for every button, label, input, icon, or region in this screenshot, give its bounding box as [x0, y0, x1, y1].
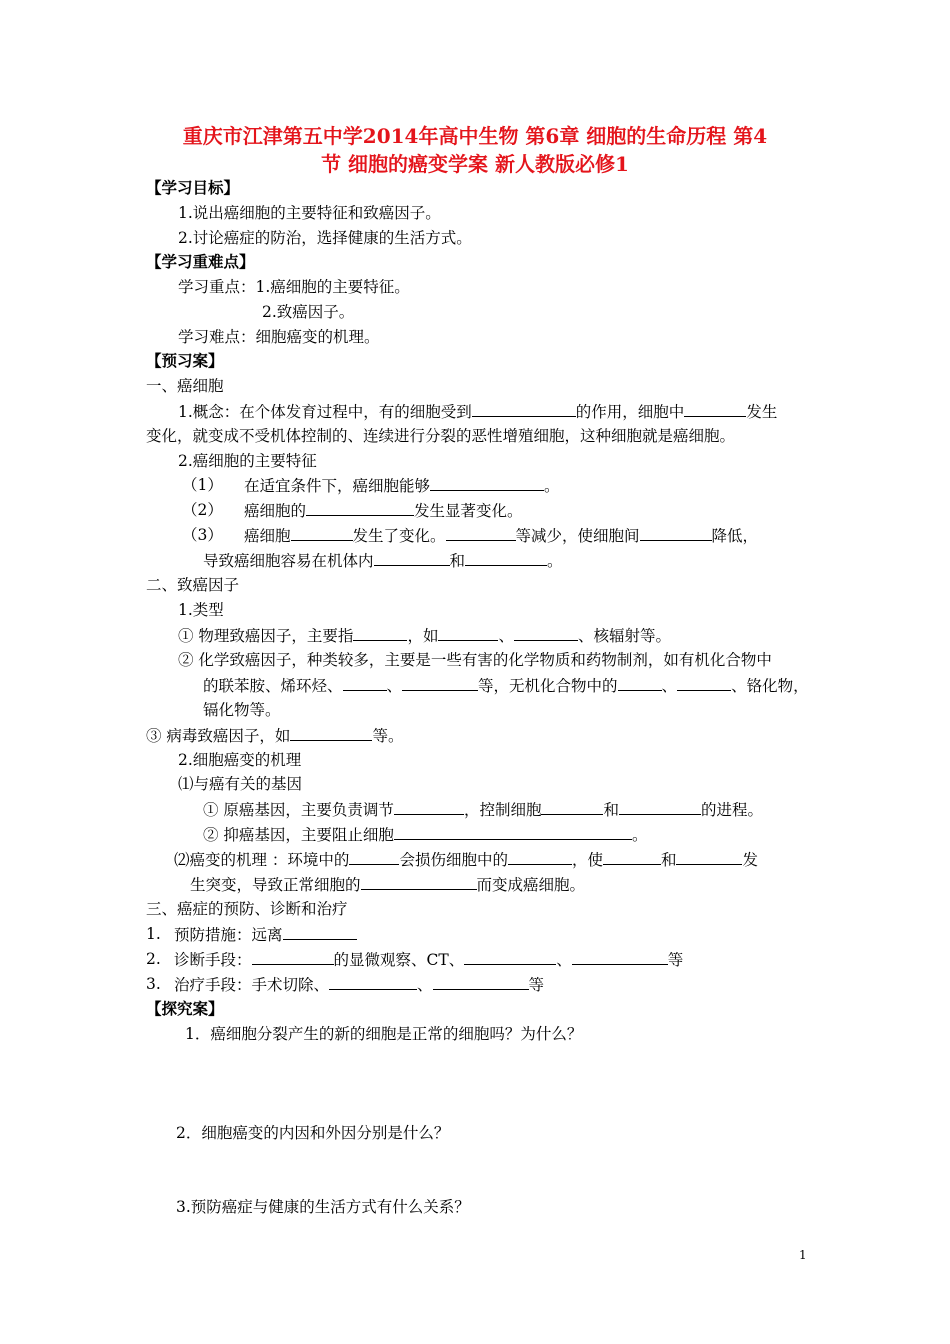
objective-2: 2.讨论癌症的防治，选择健康的生活方式。 [178, 229, 472, 247]
feature-3-line-1: 癌细胞 发生了变化。 等减少，使细胞间 降低， [244, 524, 758, 547]
explore-question-2: 2．细胞癌变的内因和外因分别是什么？ [176, 1124, 450, 1142]
blank[interactable] [374, 549, 450, 566]
types-title: 1.类型 [178, 601, 224, 619]
blank[interactable] [329, 973, 417, 990]
section-3-title: 三、癌症的预防、诊断和治疗 [146, 900, 348, 918]
blank[interactable] [676, 848, 742, 865]
blank[interactable] [290, 724, 372, 741]
genes-title: ⑴与癌有关的基因 [178, 775, 303, 793]
treatment: 治疗手段：手术切除、 、 等 [174, 973, 544, 996]
prevention: 预防措施：远离 [174, 923, 357, 946]
explore-question-3: 3.预防癌症与健康的生活方式有什么关系？ [176, 1198, 470, 1216]
concept-line-2: 变化，就变成不受机体控制的、连续进行分裂的恶性增殖细胞，这种细胞就是癌细胞。 [146, 427, 736, 445]
section-1-title: 一、癌细胞 [146, 377, 224, 395]
type-chemical-line-3: 镉化物等。 [203, 701, 281, 719]
blank[interactable] [619, 798, 701, 815]
type-chemical-line-1: ② 化学致癌因子，种类较多，主要是一些有害的化学物质和药物制剂，如有机化合物中 [178, 651, 772, 669]
blank[interactable] [306, 499, 414, 516]
concept-line-1: 1.概念：在个体发育过程中，有的细胞受到 的作用，细胞中 发生 [178, 400, 777, 423]
mechanism-line-1: ⑵癌变的机理 ：环境中的 会损伤细胞中的 ，使 和 发 [174, 848, 758, 871]
blank[interactable] [343, 674, 387, 691]
explore-question-1: 1．癌细胞分裂产生的新的细胞是正常的细胞吗？为什么？ [185, 1025, 583, 1043]
blank[interactable] [252, 948, 334, 965]
feature-3-num: （3） [182, 526, 223, 544]
doc-title-line1: 重庆市江津第五中学2014年高中生物 第6章 细胞的生命历程 第4 [182, 124, 768, 148]
blank[interactable] [572, 948, 668, 965]
blank[interactable] [472, 400, 576, 417]
type-virus: ③ 病毒致癌因子，如 等。 [146, 724, 403, 747]
diagnosis: 诊断手段： 的显微观察、CT、 、 等 [174, 948, 683, 971]
blank[interactable] [291, 524, 353, 541]
proto-oncogene: ① 原癌基因，主要负责调节 ，控制细胞 和 的进程。 [203, 798, 763, 821]
blank[interactable] [541, 798, 603, 815]
blank[interactable] [684, 400, 746, 417]
prevention-num: 1. [146, 925, 161, 943]
feature-1-num: （1） [182, 476, 223, 494]
preview-heading: 【预习案】 [146, 351, 224, 370]
blank[interactable] [508, 848, 572, 865]
blank[interactable] [430, 474, 544, 491]
mechanism-line-2: 生突变，导致正常细胞的 而变成癌细胞。 [190, 873, 585, 896]
feature-2-num: （2） [182, 501, 223, 519]
tumor-suppressor: ② 抑癌基因，主要阻止细胞 。 [203, 823, 647, 846]
blank[interactable] [349, 848, 399, 865]
objectives-heading: 【学习目标】 [146, 178, 240, 197]
blank[interactable] [465, 549, 547, 566]
feature-2: 癌细胞的 发生显著变化。 [244, 499, 523, 522]
blank[interactable] [394, 823, 632, 840]
type-chemical-line-2: 的联苯胺、烯环烃、 、 等，无机化合物中的 、 、铬化物， [203, 674, 809, 697]
blank[interactable] [394, 798, 464, 815]
mechanism-title: 2.细胞癌变的机理 [178, 751, 302, 769]
blank[interactable] [677, 674, 731, 691]
features-title: 2.癌细胞的主要特征 [178, 452, 317, 470]
keypoint-focus-1: 学习重点：1.癌细胞的主要特征。 [178, 278, 410, 296]
feature-1: 在适宜条件下，癌细胞能够 。 [244, 474, 560, 497]
keypoints-heading: 【学习重难点】 [146, 252, 255, 271]
doc-title-line2: 节 细胞的癌变学案 新人教版必修1 [321, 152, 629, 176]
blank[interactable] [402, 674, 478, 691]
blank[interactable] [446, 524, 516, 541]
type-physical: ① 物理致癌因子，主要指 ，如 、 、核辐射等。 [178, 624, 671, 647]
diagnosis-num: 2. [146, 950, 161, 968]
keypoint-focus-2: 2.致癌因子。 [262, 303, 355, 321]
section-2-title: 二、致癌因子 [146, 576, 240, 594]
explore-heading: 【探究案】 [146, 999, 224, 1018]
treatment-num: 3. [146, 975, 161, 993]
blank[interactable] [353, 624, 407, 641]
blank[interactable] [433, 973, 529, 990]
keypoint-difficulty: 学习难点：细胞癌变的机理。 [178, 328, 380, 346]
blank[interactable] [464, 948, 556, 965]
blank[interactable] [361, 873, 477, 890]
feature-3-line-2: 导致癌细胞容易在机体内 和 。 [203, 549, 563, 572]
blank[interactable] [640, 524, 712, 541]
blank[interactable] [514, 624, 578, 641]
blank[interactable] [438, 624, 498, 641]
page-number: 1 [799, 1248, 807, 1262]
objective-1: 1.说出癌细胞的主要特征和致癌因子。 [178, 204, 441, 222]
blank[interactable] [618, 674, 662, 691]
blank[interactable] [283, 923, 357, 940]
blank[interactable] [603, 848, 661, 865]
